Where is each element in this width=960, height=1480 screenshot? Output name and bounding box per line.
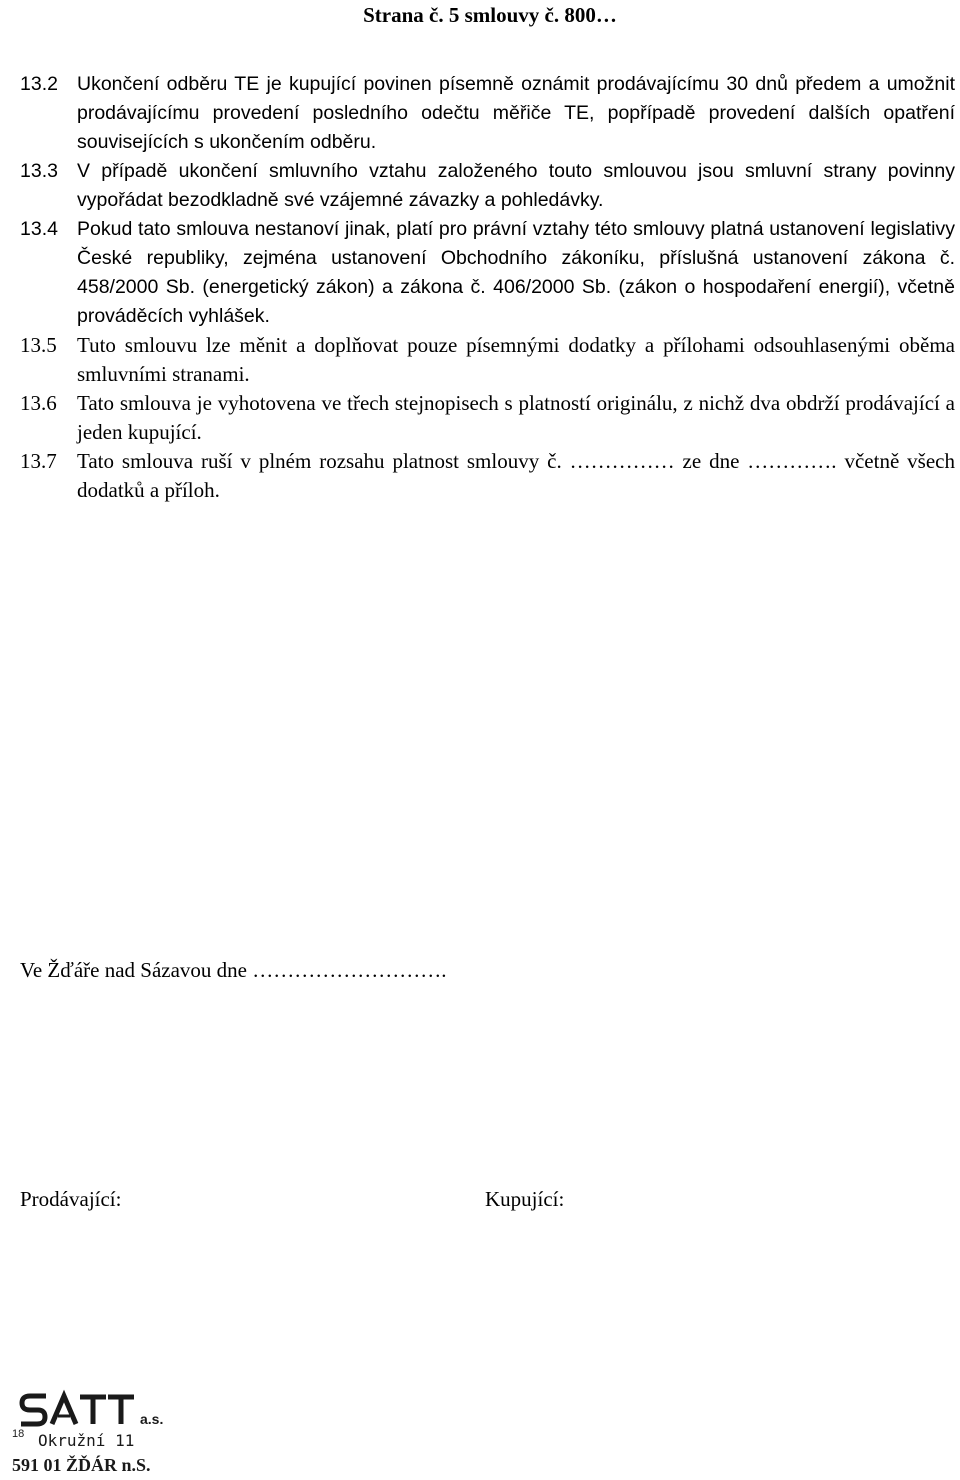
stamp-city: 591 01 ŽĎÁR n.S. [12,1455,151,1475]
page-title: Strana č. 5 smlouvy č. 800… [363,3,617,27]
clause-number: 13.6 [20,391,57,415]
place-and-date: Ve Žďáře nad Sázavou dne ………………………. [20,958,447,982]
page-header [0,2,960,28]
satt-logo-icon [21,1396,134,1424]
clause-13-6 [20,389,955,447]
stamp-mark: 18 [12,1428,25,1440]
clause-number: 13.5 [20,333,57,357]
clause-text: Tato smlouva ruší v plném rozsahu platnost smlouvy č. …………… ze dne …………. včetně všech dodatků a příloh. [77,449,955,502]
company-stamp [8,1388,208,1478]
clause-13-3 [20,157,955,215]
clause-13-2 [20,70,955,157]
clause-text: Tato smlouva je vyhotovena ve třech stejnopisech s platností originálu, z nichž dva obdrží prodávající a jeden kupující. [77,391,955,444]
clause-text: V případě ukončení smluvního vztahu založeného touto smlouvou jsou smluvní strany povinny vypořádat bezodkladně své vzájemné závazky a pohledávky. [77,160,955,211]
clause-number: 13.3 [20,160,58,182]
seller-signature-label: Prodávající: [20,1187,122,1211]
clause-text: Ukončení odběru TE je kupující povinen písemně oznámit prodávajícímu 30 dnů předem a umožnit prodávajícímu provedení posledního odečtu měřiče TE, popřípadě provedení dalších opatření souvisejících s ukončením odběru. [77,73,955,153]
clause-number: 13.2 [20,73,58,95]
clause-13-5 [20,331,955,389]
buyer-signature-label: Kupující: [485,1187,565,1211]
clause-13-7 [20,447,955,505]
clause-number: 13.4 [20,218,58,240]
clause-text: Tuto smlouvu lze měnit a doplňovat pouze písemnými dodatky a přílohami odsouhlasenými oběma smluvními stranami. [77,333,955,386]
clause-list [20,70,955,505]
clause-number: 13.7 [20,449,57,473]
stamp-street: Okružní 11 [38,1431,135,1450]
clause-13-4 [20,215,955,331]
clause-text: Pokud tato smlouva nestanoví jinak, platí pro právní vztahy této smlouvy platná ustanovení legislativy České republiky, zejména ustanovení Obchodního zákoníku, příslušná ustanovení zákona č. 458/2000 Sb. (energetický zákon) a zákona č. 406/2000 Sb. (zákon o hospodaření energií), včetně prováděcích vyhlášek. [77,218,955,327]
stamp-suffix: a.s. [140,1411,164,1427]
